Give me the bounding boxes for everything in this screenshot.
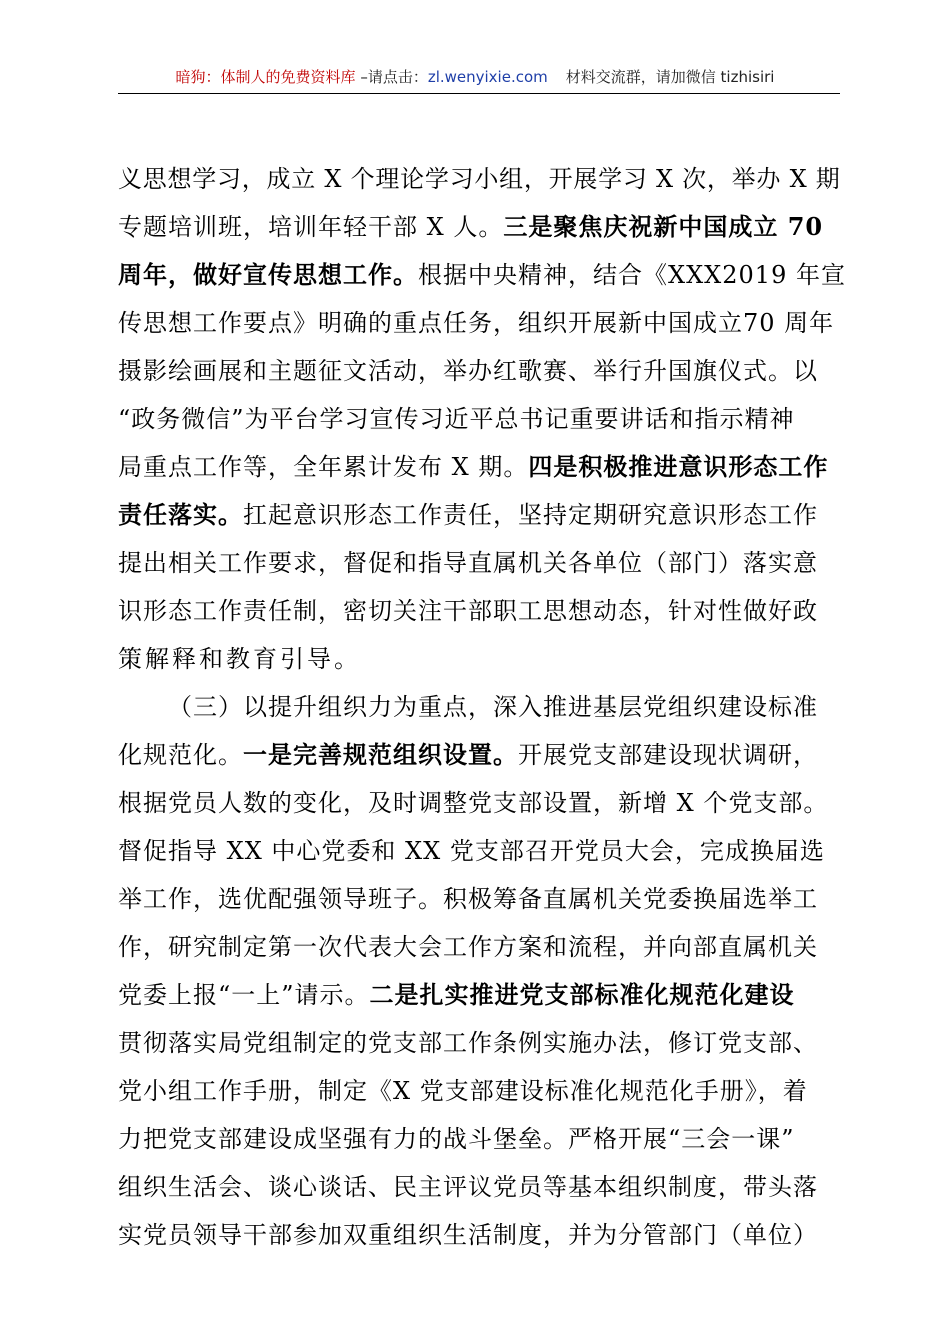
text-line [118,1067,846,1115]
bold-text-run: 责任落实。 [118,500,243,529]
text-run: 根据中央精神，结合《XXX2019 年宣 [418,261,846,289]
bold-text-run: 二是扎实推进党支部标准化规范化建设 [369,980,795,1009]
text-run: 义思想学习，成立 X 个理论学习小组，开展学习 X 次，举办 X 期 [118,165,841,193]
text-line [118,635,846,683]
text-run: 专题培训班，培训年轻干部 X 人。 [118,213,504,241]
text-run: 根据党员人数的变化，及时调整党支部设置，新增 X 个党支部。 [118,789,829,817]
text-run: 摄影绘画展和主题征文活动，举办红歌赛、举行升国旗仪式。以 [118,357,818,385]
text-run: 传思想工作要点》明确的重点任务，组织开展新中国成立70 周年 [118,309,835,337]
text-line [118,971,846,1019]
text-line [118,587,846,635]
header-link[interactable]: zl.wenyixie.com [427,68,548,86]
text-line [118,1211,846,1259]
text-line [118,251,846,299]
text-line [118,491,846,539]
bold-text-run: 周年，做好宣传思想工作。 [118,260,418,289]
text-run: 督促指导 XX 中心党委和 XX 党支部召开党员大会，完成换届选 [118,837,825,865]
text-run: 化规范化。 [118,741,243,769]
text-run: 扛起意识形态工作责任，坚持定期研究意识形态工作 [243,501,818,529]
bold-text-run: 一是完善规范组织设置。 [243,740,518,769]
header-separator: –请点击： [355,68,428,86]
text-run: 作，研究制定第一次代表大会工作方案和流程，并向部直属机关 [118,933,818,961]
text-line [118,923,846,971]
text-line [118,155,846,203]
page-header [0,66,950,88]
text-run: 开展党支部建设现状调研， [518,741,818,769]
text-run: 组织生活会、谈心谈话、民主评议党员等基本组织制度，带头落 [118,1173,818,1201]
text-line [118,203,846,251]
text-run: 策解释和教育引导。 [118,645,361,673]
section-heading-line [118,683,846,731]
bold-text-run: 四是积极推进意识形态工作 [528,452,829,481]
header-divider [118,93,840,94]
text-run: 举工作，选优配强领导班子。积极筹备直属机关党委换届选举工 [118,885,818,913]
text-line [118,731,846,779]
text-run: “政务微信”为平台学习宣传习近平总书记重要讲话和指示精神 [118,405,795,433]
document-body [118,155,846,1259]
text-run: 识形态工作责任制，密切关注干部职工思想动态，针对性做好政 [118,597,818,625]
text-line [118,347,846,395]
text-run: 提出相关工作要求，督促和指导直属机关各单位（部门）落实意 [118,549,818,577]
text-line [118,1019,846,1067]
text-run: 力把党支部建设成坚强有力的战斗堡垒。严格开展“三会一课” [118,1125,795,1153]
text-run: （三）以提升组织力为重点，深入推进基层党组织建设标准 [168,693,818,721]
text-run: 党委上报“一上”请示。 [118,981,370,1009]
text-line [118,443,846,491]
header-contact: 材料交流群，请加微信 tizhisiri [565,68,775,86]
text-line [118,1163,846,1211]
text-line [118,539,846,587]
text-line [118,1115,846,1163]
text-line [118,875,846,923]
header-brand: 暗狗：体制人的免费资料库 [175,68,356,86]
text-line [118,299,846,347]
text-line [118,827,846,875]
text-run: 贯彻落实局党组制定的党支部工作条例实施办法，修订党支部、 [118,1029,818,1057]
text-line [118,779,846,827]
bold-text-run: 三是聚焦庆祝新中国成立 70 [503,212,824,241]
text-line [118,395,846,443]
text-run: 局重点工作等，全年累计发布 X 期。 [118,453,529,481]
text-run: 实党员领导干部参加双重组织生活制度，并为分管部门（单位） [118,1221,818,1249]
text-run: 党小组工作手册，制定《X 党支部建设标准化规范化手册》，着 [118,1077,808,1105]
